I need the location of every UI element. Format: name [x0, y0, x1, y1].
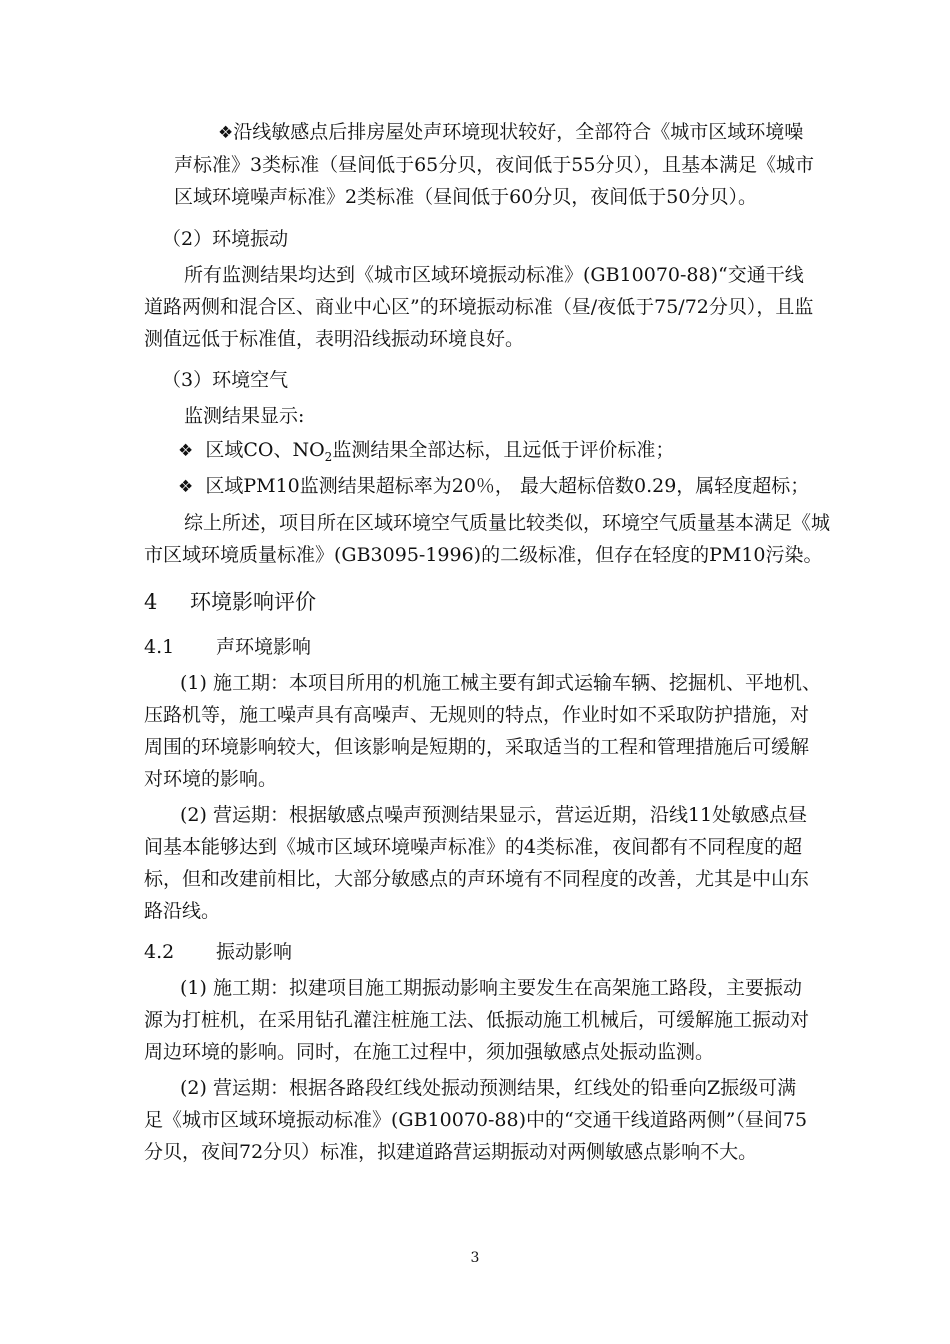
page-number: 3	[470, 1250, 480, 1266]
heading-vibration: （2）环境振动	[162, 228, 289, 250]
section-4-2-title: 振动影响	[216, 941, 293, 963]
vibration-line-3: 测值远低于标准值，表明沿线振动环境良好。	[144, 328, 525, 350]
section-4-1-number: 4.1	[144, 636, 175, 658]
vib-operation-line-2: 足《城市区域环境振动标准》(GB10070-88)中的“交通干线道路两侧”（昼间75	[144, 1109, 808, 1131]
bullet-rear-houses-line-3: 区域环境噪声标准》2类标准（昼间低于60分贝，夜间低于50分贝）。	[174, 186, 757, 208]
bullet-diamond-icon: ❖	[218, 123, 234, 143]
section-4-2-number: 4.2	[144, 941, 175, 963]
heading-air: （3）环境空气	[162, 369, 289, 391]
vib-operation-line-1: (2) 营运期：根据各路段红线处振动预测结果，红线处的铅垂向Z振级可满	[180, 1077, 797, 1099]
noise-construction-line-2: 压路机等，施工噪声具有高噪声、无规则的特点，作业时如不采取防护措施，对	[144, 704, 810, 726]
bullet-pm10: ❖ 区域PM10监测结果超标率为20％， 最大超标倍数0.29，属轻度超标；	[178, 475, 810, 497]
section-4-number: 4	[144, 590, 158, 614]
noise-operation-line-1: (2) 营运期：根据敏感点噪声预测结果显示，营运近期，沿线11处敏感点昼	[180, 804, 808, 826]
noise-operation-line-3: 标，但和改建前相比，大部分敏感点的声环境有不同程度的改善，尤其是中山东	[144, 868, 810, 890]
noise-construction-line-3: 周围的环境影响较大，但该影响是短期的，采取适当的工程和管理措施后可缓解	[144, 736, 810, 758]
air-summary-line-2: 市区域环境质量标准》(GB3095-1996)的二级标准，但存在轻度的PM10污染。	[144, 544, 823, 566]
vibration-line-2: 道路两侧和混合区、商业中心区”的环境振动标准（昼/夜低于75/72分贝），且监	[144, 296, 814, 318]
section-4-1-title: 声环境影响	[216, 636, 312, 658]
section-4-title: 环境影响评价	[190, 590, 316, 614]
vib-operation-line-3: 分贝，夜间72分贝）标准，拟建道路营运期振动对两侧敏感点影响不大。	[144, 1141, 758, 1163]
air-summary-line-1: 综上所述，项目所在区域环境空气质量比较类似，环境空气质量基本满足《城	[184, 512, 831, 534]
noise-operation-line-4: 路沿线。	[144, 900, 221, 922]
vibration-line-1: 所有监测结果均达到《城市区域环境振动标准》(GB10070-88)“交通干线	[184, 264, 804, 286]
bullet-diamond-icon: ❖	[178, 441, 194, 461]
vib-construction-line-2: 源为打桩机，在采用钻孔灌注桩施工法、低振动施工机械后，可缓解施工振动对	[144, 1009, 810, 1031]
bullet-diamond-icon: ❖	[178, 477, 194, 497]
vib-construction-line-1: (1) 施工期：拟建项目施工期振动影响主要发生在高架施工路段，主要振动	[180, 977, 802, 999]
air-intro: 监测结果显示:	[184, 405, 305, 427]
noise-construction-line-1: (1) 施工期：本项目所用的机施工械主要有卸式运输车辆、挖掘机、平地机、	[180, 672, 821, 694]
bullet-co-no2: ❖ 区域CO、$NO_2$监测结果全部达标，且远低于评价标准；	[178, 439, 675, 464]
noise-operation-line-2: 间基本能够达到《城市区域环境噪声标准》的4类标准，夜间都有不同程度的超	[144, 836, 803, 858]
bullet-rear-houses-line-1: ❖沿线敏感点后排房屋处声环境现状较好，全部符合《城市区域环境噪	[218, 121, 804, 143]
bullet-rear-houses-line-2: 声标准》3类标准（昼间低于65分贝，夜间低于55分贝），且基本满足《城市	[174, 154, 814, 176]
noise-construction-line-4: 对环境的影响。	[144, 768, 278, 790]
vib-construction-line-3: 周边环境的影响。同时，在施工过程中，须加强敏感点处振动监测。	[144, 1041, 715, 1063]
